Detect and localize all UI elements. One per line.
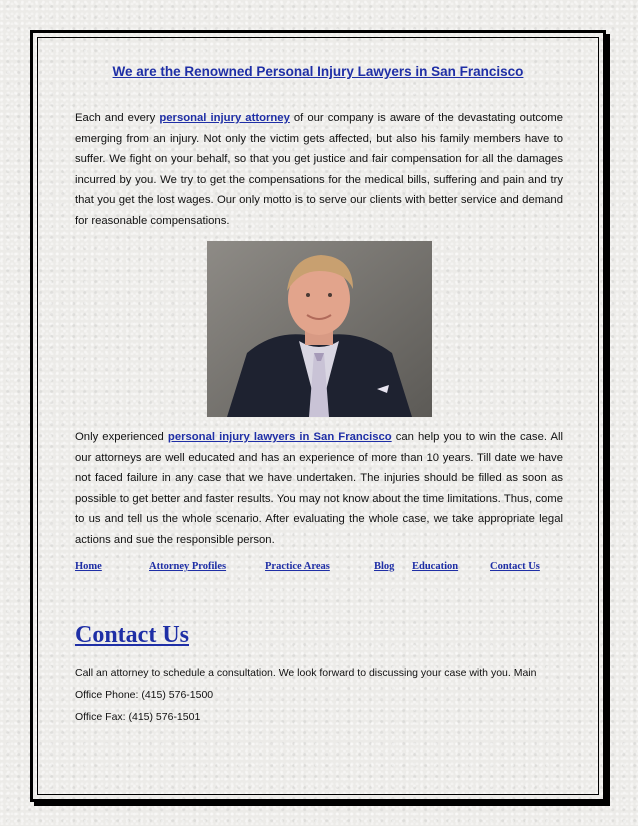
attorney-photo: [207, 241, 432, 417]
experience-text-before: Only experienced: [75, 431, 168, 443]
experience-text-after: can help you to win the case. All our attorneys are well educated and has an experience of more than 10 years. Till date we have not faced failure in any case that we have undertaken. The injuries should be filled as soon as possible to get better and faster results. You may not know about the time limitations. Thus, come to us and tell us the whole scenario. After evaluating the whole case, we take appropriate legal actions and sue the responsible person.: [75, 431, 563, 546]
page-heading: We are the Renowned Personal Injury Lawyers in San Francisco: [112, 64, 524, 79]
footer-nav: [75, 561, 563, 577]
intro-text-before: Each and every: [75, 112, 160, 124]
office-phone-text: Office Phone: (415) 576-1500: [75, 689, 214, 701]
personal-injury-attorney-link[interactable]: personal injury attorney: [159, 112, 290, 124]
attorney-portrait-illustration: [207, 241, 432, 417]
contact-intro-text: Call an attorney to schedule a consultation. We look forward to discussing your case with you. Main: [75, 667, 537, 679]
intro-paragraph: [75, 108, 563, 231]
nav-blog-link[interactable]: Blog: [374, 561, 395, 572]
nav-contact-us-link[interactable]: Contact Us: [490, 561, 540, 572]
personal-injury-lawyers-sf-link[interactable]: personal injury lawyers in San Francisco: [167, 431, 392, 443]
nav-home-link[interactable]: Home: [75, 561, 102, 572]
nav-attorney-profiles-link[interactable]: Attorney Profiles: [149, 561, 227, 572]
intro-text-after: of our company is aware of the devastating outcome emerging from an injury. Not only the victim gets affected, but also his family members have to suffer. We fight on your behalf, so that you get justice and fair compensation for all the damages incurred by you. We try to get the compensations for the medical bills, suffering and pain and try that you get the lost wages. Our only motto is to serve our clients with better service and demand for reasonable compensations.: [75, 112, 563, 227]
office-fax-text: Office Fax: (415) 576-1501: [75, 711, 201, 723]
nav-education-link[interactable]: Education: [412, 561, 459, 572]
contact-us-heading: Contact Us: [75, 622, 189, 648]
experience-paragraph: [75, 427, 563, 550]
nav-practice-areas-link[interactable]: Practice Areas: [265, 561, 330, 572]
